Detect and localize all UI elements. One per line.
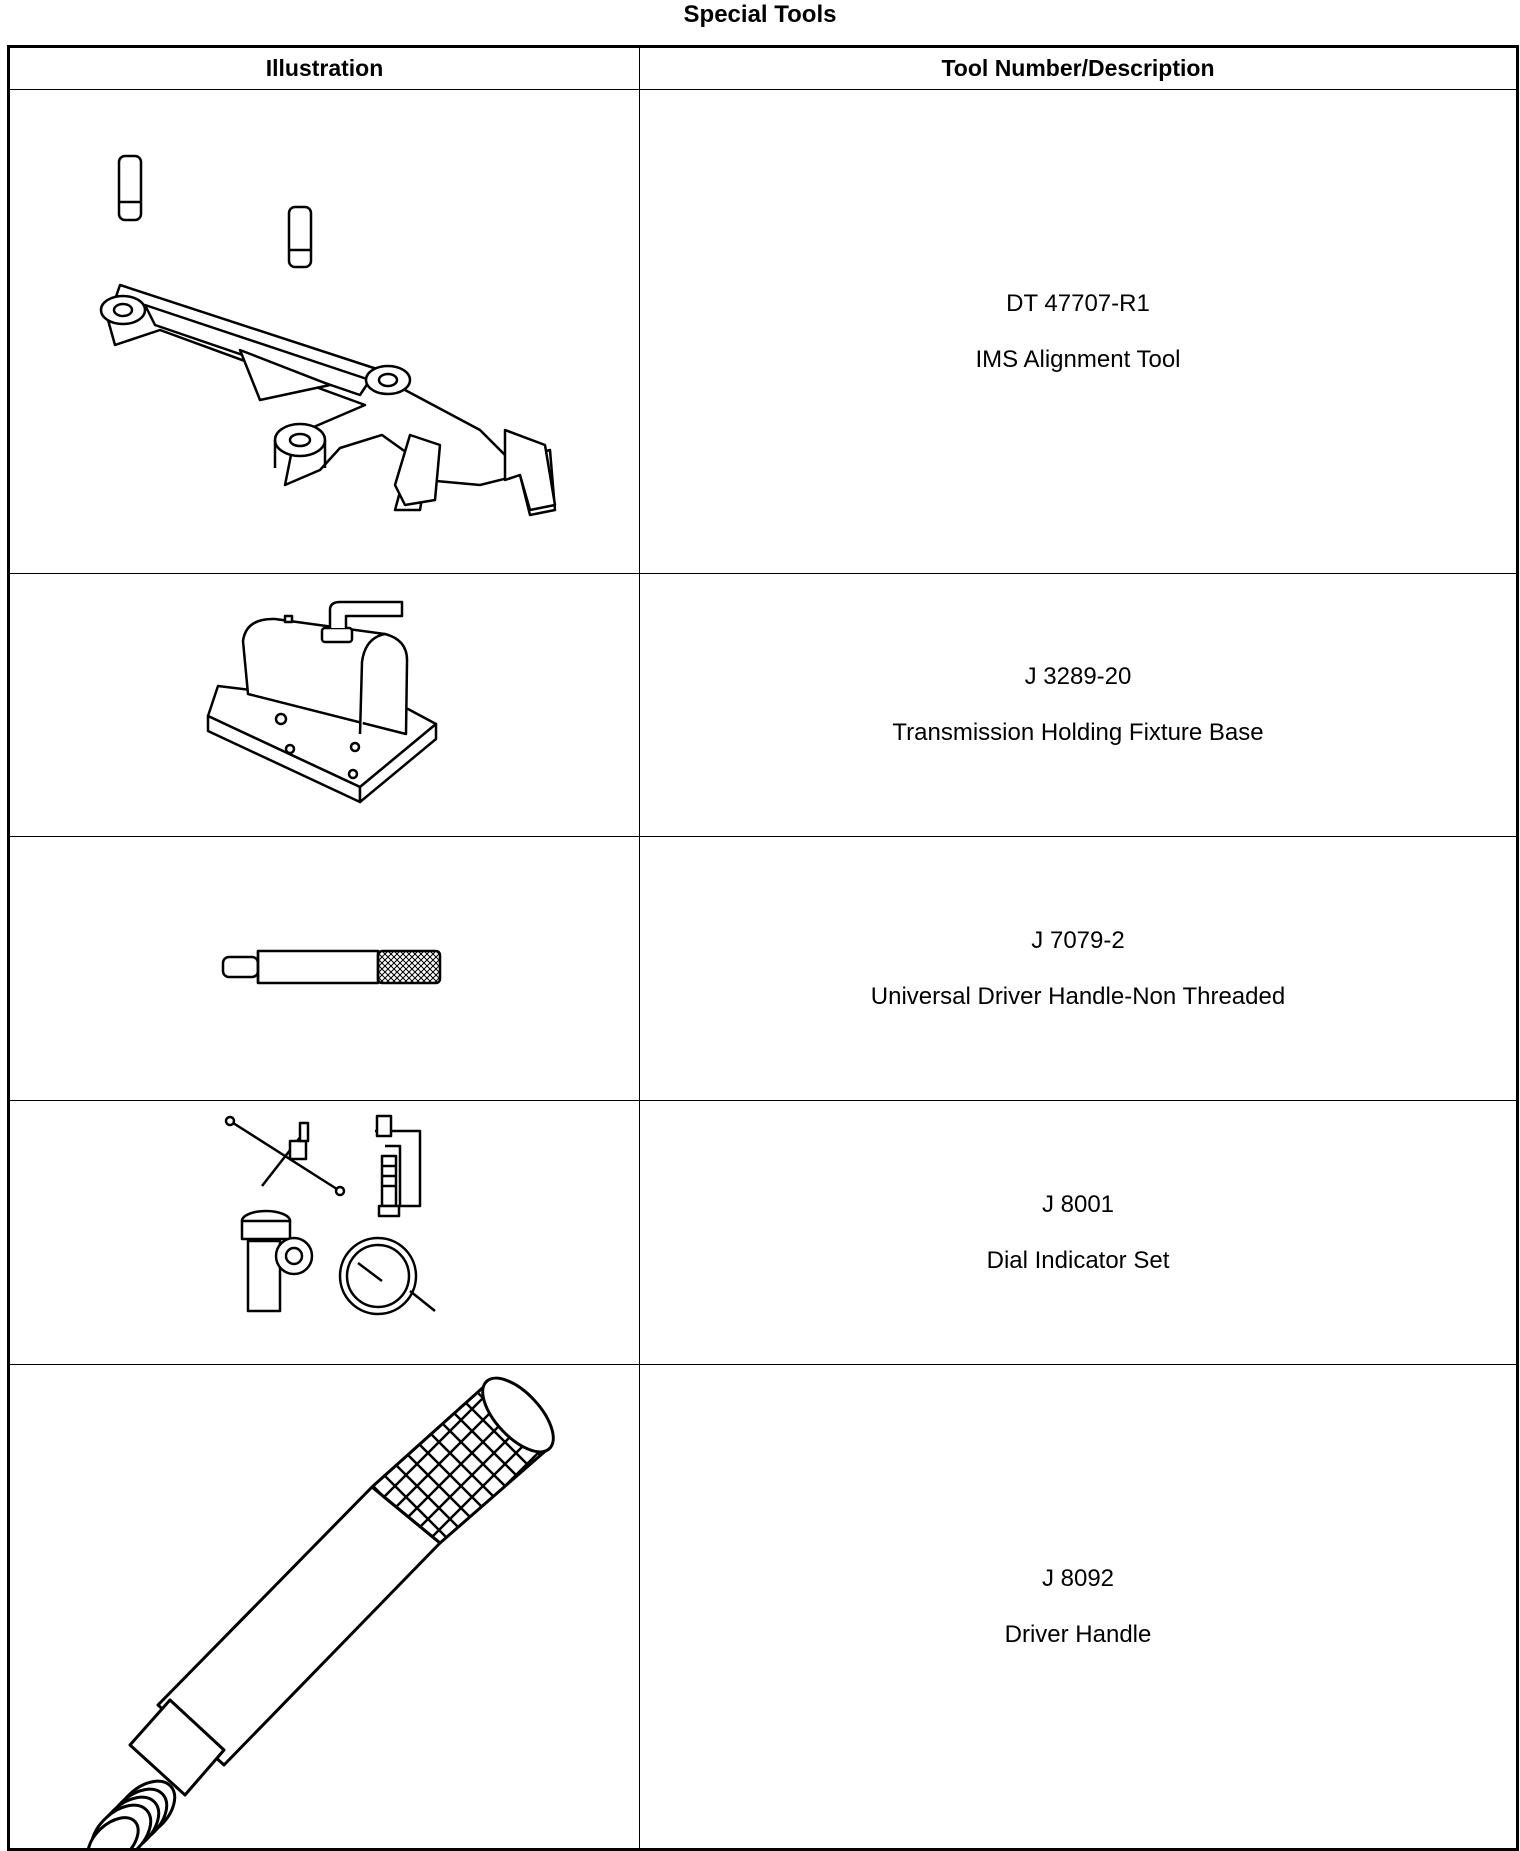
- dial-indicator-set-icon: [10, 1101, 641, 1364]
- tool-number: J 7079-2: [1031, 926, 1125, 954]
- table-row: [9, 574, 1518, 837]
- illustration-header: Illustration: [9, 47, 640, 90]
- description-cell: [640, 574, 1518, 837]
- description-cell: [640, 837, 1518, 1101]
- description-header: Tool Number/Description: [640, 47, 1518, 90]
- table-row: [9, 1101, 1518, 1365]
- page-title: Special Tools: [683, 1, 837, 28]
- illustration-cell: [9, 837, 640, 1101]
- description-cell: [640, 90, 1518, 574]
- tool-name: Universal Driver Handle-Non Threaded: [870, 982, 1286, 1010]
- table-row: [9, 837, 1518, 1101]
- table-row: [9, 1365, 1518, 1850]
- special-tools-table: [7, 45, 1519, 1851]
- illustration-cell: [9, 1365, 640, 1850]
- driver-handle-non-threaded-icon: [10, 837, 641, 1100]
- illustration-cell: [9, 574, 640, 837]
- tool-number: J 8001: [1041, 1190, 1115, 1218]
- tool-name: Dial Indicator Set: [986, 1246, 1170, 1274]
- table-header-row: [9, 47, 1518, 90]
- table-row: [9, 90, 1518, 574]
- tool-number: J 3289-20: [1024, 663, 1132, 690]
- holding-fixture-base-icon: [10, 574, 641, 836]
- tool-name: Driver Handle: [1004, 1620, 1152, 1648]
- tool-number: J 8092: [1041, 1564, 1115, 1592]
- illustration-cell: [9, 1101, 640, 1365]
- illustration-cell: [9, 90, 640, 574]
- tool-number: DT 47707-R1: [1006, 289, 1150, 317]
- description-cell: [640, 1101, 1518, 1365]
- description-cell: [640, 1365, 1518, 1850]
- driver-handle-icon: [10, 1365, 641, 1848]
- tool-name: Transmission Holding Fixture Base: [892, 719, 1264, 746]
- tool-name: IMS Alignment Tool: [975, 345, 1181, 373]
- ims-alignment-tool-icon: [10, 90, 641, 573]
